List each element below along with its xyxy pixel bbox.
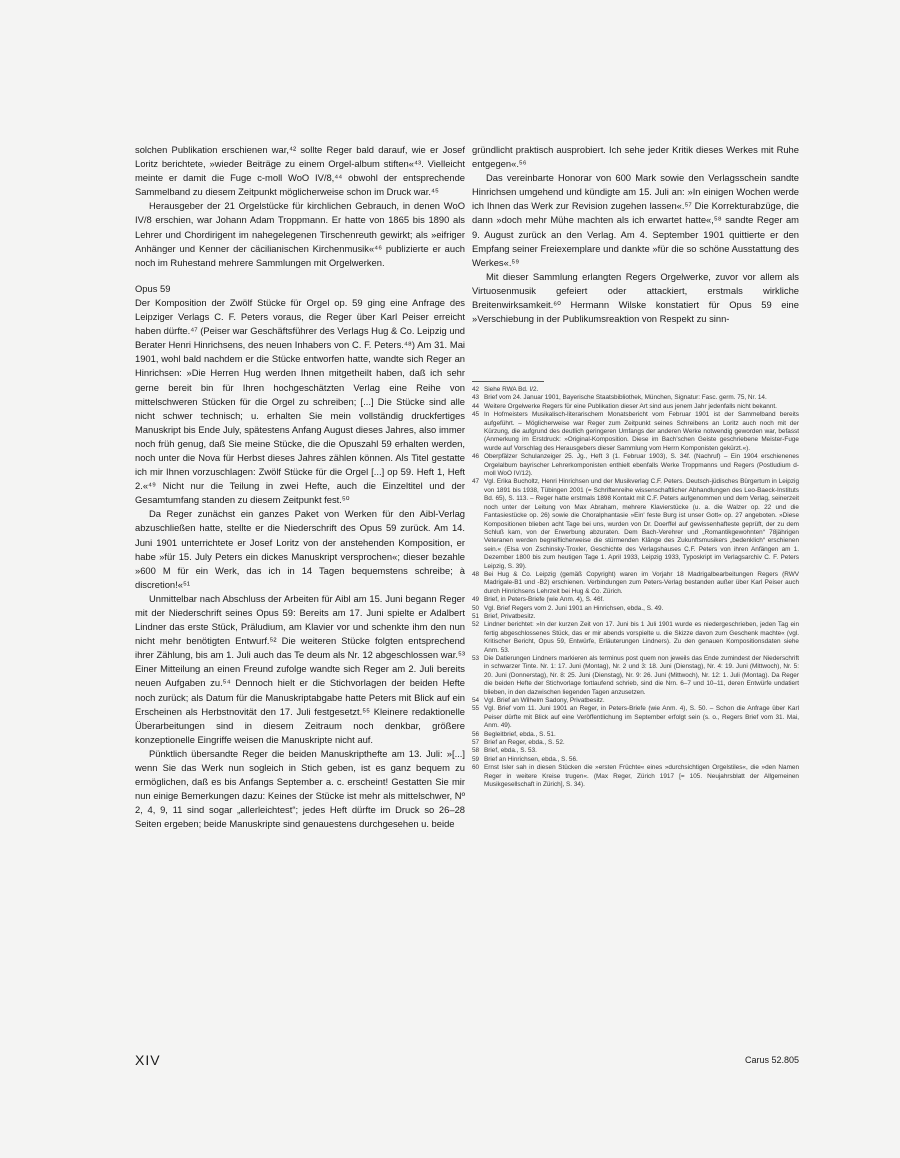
paragraph: Herausgeber der 21 Orgelstücke für kirchlichen Gebrauch, in denen WoO IV/8 erschien, war Johann Adam Troppmann. Er hatte von 1865 bis 1890 als Lehrer und Chordirigent im nahegelegenen Tirschenreuth gewirkt; als »eifriger Anhänger und Kenner der cäcilianischen Kirchenmusik«⁴⁶ publizierte er auch noch im Ruhestand mehrere Sammlungen mit Orgelwerken. (135, 200, 465, 268)
footnote (472, 596, 799, 604)
paragraph: Das vereinbarte Honorar von 600 Mark sowie den Verlagsschein sandte Hinrichsen umgehend und kündigte am 15. Juli an: »In einigen Wochen werde ich Ihnen das Werk zur Revision zugehen lassen«.⁵⁷ Die Korrekturabzüge, die dann »doch mehr Mühe machten als ich erwartet hatte«,⁵⁸ sandte Reger am 9. August zurück an den Verlag. Am 4. September 1901 quittierte er den Empfang seiner Freiexemplare und dankte »für die so schöne Ausstattung des Werkes«.⁵⁹ (472, 172, 799, 268)
paragraph: solchen Publikation erschienen war,⁴² sollte Reger bald darauf, wie er Josef Loritz berichtete, »wieder Beiträge zu einem Orgel-album stiften«⁴³. Vielleicht meinte er damit die Fuge c-moll WoO IV/8,⁴⁴ obwohl der entsprechende Sammelband zu diesem Zeitpunkt möglicherweise schon im Druck war.⁴⁵ (135, 144, 465, 198)
footnote (472, 697, 799, 705)
footnote-number: 47 (472, 478, 480, 486)
footnote-number: 45 (472, 411, 480, 419)
footnote-text: Brief an Hinrichsen, ebda., S. 56. (484, 755, 578, 763)
footnote-text: Begleitbrief, ebda., S. 51. (484, 730, 556, 738)
footnote (472, 731, 799, 739)
footnote-number: 51 (472, 612, 480, 620)
catalogue-number: Carus 52.805 (744, 1055, 799, 1065)
page-number: XIV (135, 1052, 161, 1068)
footnote (472, 394, 799, 402)
footnote-number: 43 (472, 394, 480, 402)
paragraph: Da Reger zunächst ein ganzes Paket von Werken für den Aibl-Verlag abzuschließen hatte, stellte er die Niederschrift des Opus 59 zurück. Am 14. Juni 1901 unterrichtete er Josef Loritz von der anstehenden Komposition, er habe »für 15. July Peters ein dickes Manuskript versprochen«; dieser bezahle »600 M für ein Werk, das ich in 14 Tagen bequemstens schreibe; à discretion!«⁵¹ (135, 508, 465, 590)
footnote-text: Brief, Privatbesitz. (484, 612, 536, 620)
footnote-text: Oberpfälzer Schulanzeiger 25. Jg., Heft 3 (1. Februar 1903), S. 34f. (Nachruf) – Ein 1904 erschienenes Orgelalbum bayrischer Lehrerkomponisten enthielt ebenfalls Werke Troppmanns und Regers (Postludium d-moll WoO IV/12). (484, 453, 799, 478)
paragraph: Mit dieser Sammlung erlangten Regers Orgelwerke, zuvor vor allem als Virtuosenmusik gefeiert oder attackiert, erstmals wirkliche Breitenwirksamkeit.⁶⁰ Hermann Wilske konstatiert für Opus 59 eine »Verschiebung in der Publikumsreaktion von Respekt zu sinn- (472, 270, 799, 325)
footnote-number: 54 (472, 697, 480, 705)
footnote-text: In Hofmeisters Musikalisch-literarischem Monatsbericht vom Februar 1901 ist der Sammelband bereits aufgeführt. – Möglicherweise war Reger zum Zeitpunkt seines Schreibens an Loritz auch noch mit der Kürzung, die aufgrund des deutlich geringeren Umfangs der anderen Werke notwendig geworden war, befasst (Anmerkung im Erstdruck: »Original-Komposition. Diese im Bach'schen Geiste geschriebene Meister-Fuge wurde auf Vorschlag des Herausgebers dieser Sammlung vom Herrn Komponisten gekürzt.«). (484, 411, 799, 452)
footnote-text: Lindner berichtet: »In der kurzen Zeit von 17. Juni bis 1 Juli 1901 wurde es niedergeschrieben, jeden Tag ein fertig abgeschlossenes Stück, das er mir abends vorspielte u. die Skizze davon zum Geschenk machte« (vgl. Kritischer Bericht, Opus 59, Entwürfe, Erläuterungen Lindners). Zu den genauen Kompositionsdaten siehe Anm. 53. (484, 621, 799, 654)
footnote (472, 613, 799, 621)
footnote-text: Vgl. Erika Bucholtz, Henri Hinrichsen und der Musikverlag C.F. Peters. Deutsch-jüdisches Bürgertum in Leipzig von 1891 bis 1938, Tübingen 2001 (= Schriftenreihe wissenschaftlicher Abhandlungen des Leo-Baeck-Instituts Bd. 65), S. 113. – Reger hatte erstmals 1898 Kontakt mit C.F. Peters aufgenommen und dem Verlag, seinerzeit noch unter der Leitung von Max Abraham, mehrere Klavierstücke (u. a. die Walzer op. 22 und die Fantasiestücke op. 26) sowie die Choralphantasie »Ein' feste Burg ist unser Gott« op. 27 angeboten. »Diese Kompositionen blieben acht Tage bei uns, wurden von Dr. Doerffel auf gewissenhafteste geprüft, der zu dem Schluß kam, von der Erwerbung abzuraten. Dem Bach-Verehrer und „Romantikgewohnten“ 78jährigen Veteranen werden begreiflicherweise die stürmenden Klänge des Zukunftsmusikers „bedenklich“ erschienen sein.« (Elsa von Zschinsky-Troxler, Geschichte des Verlagshauses C.F. Peters von ihren Anfängen am 1. Dezember 1800 bis zum heutigen Tage 1. April 1933, Leipzig 1933, Typoskript im Verlagsarchiv C. F. Peters Leipzig, S. 39). (484, 478, 799, 570)
footnote-number: 48 (472, 570, 480, 578)
footnote (472, 739, 799, 747)
footnote-number: 53 (472, 655, 480, 662)
footnote-text: Vgl. Brief vom 11. Juni 1901 an Reger, in Peters-Briefe (wie Anm. 4), S. 50. – Schon die Anfrage über Karl Peiser dürfte mit Blick auf eine Veröffentlichung im September erfolgt sein (s. o., Regers Brief vom 31. Mai, Anm. 49). (484, 705, 799, 730)
footnote-number: 59 (472, 755, 480, 763)
footnote-text: Vgl. Brief Regers vom 2. Juni 1901 an Hinrichsen, ebda., S. 49. (484, 604, 664, 612)
footnote-number: 46 (472, 453, 480, 461)
right-text-column (472, 143, 799, 326)
footnote-text: Die Datierungen Lindners markieren als terminus post quem non jeweils das Ende zumindest der Niederschrift in schwarzer Tinte. Nr. 1: 17. Juni (Montag), Nr. 2 und 3: 18. Juni (Dienstag), Nr. 4: 19. Juni (Mittwoch), Nr. 5: 20. Juni (Donnerstag), Nr. 8: 25. Juni (Dienstag), Nr. 9: 26. Juni (Mittwoch), Nr. 12: 1. Juli (Montag). Da Reger die beiden Hefte der Stichvorlage fortlaufend schrieb, sind die Nrn. 6–7 und 10–11, deren Entwürfe undatiert blieben, in den dazwischen liegenden Tagen anzusetzen. (484, 655, 799, 696)
footnote-number: 44 (472, 402, 480, 410)
footnote (472, 571, 799, 596)
footnote-number: 58 (472, 747, 480, 755)
footnote (472, 453, 799, 478)
left-text-column (135, 143, 465, 832)
footnote-number: 52 (472, 621, 480, 629)
footnote-text: Bei Hug & Co. Leipzig (gemäß Copyright) waren im Vorjahr 18 Madrigalbearbeitungen Regers (RWV Madrigale-B1 und -B2) erschienen. Verbindungen zum Peters-Verlag bestanden außer über Karl Peiser auch durch Hinrichsens Lehrzeit bei Hug & Co. Zürich. (484, 570, 799, 595)
footnote (472, 478, 799, 570)
footnote-number: 42 (472, 386, 480, 393)
paragraph: Unmittelbar nach Abschluss der Arbeiten für Aibl am 15. Juni begann Reger mit der Niederschrift seines Opus 59: Bereits am 17. Juni spielte er Adalbert Lindner das erste Stück, Präludium, am Klavier vor und schenkte ihm den nun nicht mehr benötigten Entwurf.⁵² Die weiteren Stücke folgten entsprechend ihrer Zählung, bis am 1. Juli auch das Te deum als Nr. 12 abgeschlossen war.⁵³ Einer Mitteilung an einen Freund zufolge wandte sich Reger am 2. Juli bereits neuen Aufgaben zu.⁵⁴ Dennoch hielt er die Stichvorlagen der beiden Hefte noch zurück; als Datum für die Manuskriptabgabe hatte Peters mit Blick auf ein Erscheinen als Herbstnovität den 17. Juli festgesetzt.⁵⁵ Kleinere redaktionelle Überarbeitungen sind in diesem Zeitraum noch denkbar, größere konzeptionelle Eingriffe weisen die Manuskripte nicht auf. (135, 592, 465, 745)
footnote (472, 705, 799, 730)
footnote-text: Siehe RWA Bd. I/2. (484, 386, 539, 393)
paragraph: gründlicht praktisch ausprobiert. Ich sehe jeder Kritik dieses Werkes mit Ruhe entgegen«.⁵⁶ (472, 144, 799, 170)
footnote-text: Vgl. Brief an Wilhelm Sadony, Privatbesitz. (484, 697, 605, 705)
footnote-text: Brief, ebda., S. 53. (484, 747, 537, 755)
footnote-text: Brief vom 24. Januar 1901, Bayerische Staatsbibliothek, München, Signatur: Fasc. germ. 75, Nr. 14. (484, 394, 767, 402)
footnote (472, 764, 799, 789)
footnote-text: Brief an Reger, ebda., S. 52. (484, 739, 565, 747)
footnote-number: 60 (472, 764, 480, 772)
footnotes (472, 386, 799, 790)
footnote (472, 403, 799, 411)
section-heading: Opus 59 (135, 282, 171, 294)
footnote-number: 57 (472, 739, 480, 747)
footnote-text: Brief, in Peters-Briefe (wie Anm. 4), S. 46f. (484, 596, 605, 604)
footnote-number: 49 (472, 596, 480, 604)
paragraph: Pünktlich übersandte Reger die beiden Manuskripthefte am 13. Juli: »[...] wenn Sie das Werk nun sogleich in Stich geben, ist es ganz bequem zu ermöglichen, daß es bis Anfangs September a. c. erscheint! Gestatten Sie mir nun einige Bemerkungen dazu: Keines der Stücke ist mehr als mittelschwer, Nº 2, 4, 9, 11 sind sogar „allerleichtest“; jedes Heft dürfte im Druck so 26–28 Seiten ergeben; beide Manuskripte sind genauestens durchgesehen u. beide (135, 747, 465, 830)
footnote-rule (472, 381, 544, 382)
paragraph: Der Komposition der Zwölf Stücke für Orgel op. 59 ging eine Anfrage des Leipziger Verlags C. F. Peters voraus, die Reger über Karl Peiser erreicht haben dürfte.⁴⁷ (Peiser war Geschäftsführer des Verlags Hug & Co. Leipzig und Berater Henri Hinrichsens, des neuen Inhabers von C. F. Peters.⁴⁸) Am 31. Mai 1901, wohl bald nachdem er die Stücke entworfen hatte, wandte sich Reger an Hinrichsen: »Die Herren Hug werden Ihnen mitgetheilt haben, daß ich sehr gerne bereit bin für Ihren hochgeschätzten Verlag eine Reihe von mittelschweren Stücken für die Orgel zu schreiben; [...] Die Stücke sind alle nicht schwer technisch; u. erhalten Sie mein vollständig druckfertiges Manuskript bis Ende July, spätestens Anfang August dieses Jahres, also immer noch früh genug, daß Sie meine Stücke, die die Opuszahl 59 erhalten werden, noch unter die Nova für Herbst dieses Jahres zählen können. Als Titel gestatte ich mir Ihnen vorzuschlagen: Zwölf Stücke für die Orgel [...] op 59. Heft 1, Heft 2.«⁴⁹ Nicht nur die Teilung in zwei Hefte, auch die Einzeltitel und der Gesamtumfang standen zu diesem Zeitpunkt fest.⁵⁰ (135, 296, 465, 506)
footnote-number: 55 (472, 705, 480, 713)
footnote-text: Ernst Isler sah in diesen Stücken die »ersten Früchte« eines »durchsichtigen Orgelstiles«, die »den Namen Reger in weitere Kreise trugen«. (Max Reger, Zürich 1917 [= 105. Neujahrsblatt der Allgemeinen Musikgesellschaft in Zürich], S. 34). (484, 764, 799, 789)
footnote (472, 386, 799, 394)
footnote (472, 747, 799, 755)
footnote (472, 621, 799, 655)
footnote (472, 655, 799, 697)
footnote (472, 756, 799, 764)
footnote-text: Weitere Orgelwerke Regers für eine Publikation dieser Art sind aus jenem Jahr jedenfalls nicht bekannt. (484, 402, 777, 410)
footnote (472, 411, 799, 453)
footnote-number: 56 (472, 730, 480, 738)
footnote-number: 50 (472, 604, 480, 612)
footnote (472, 605, 799, 613)
